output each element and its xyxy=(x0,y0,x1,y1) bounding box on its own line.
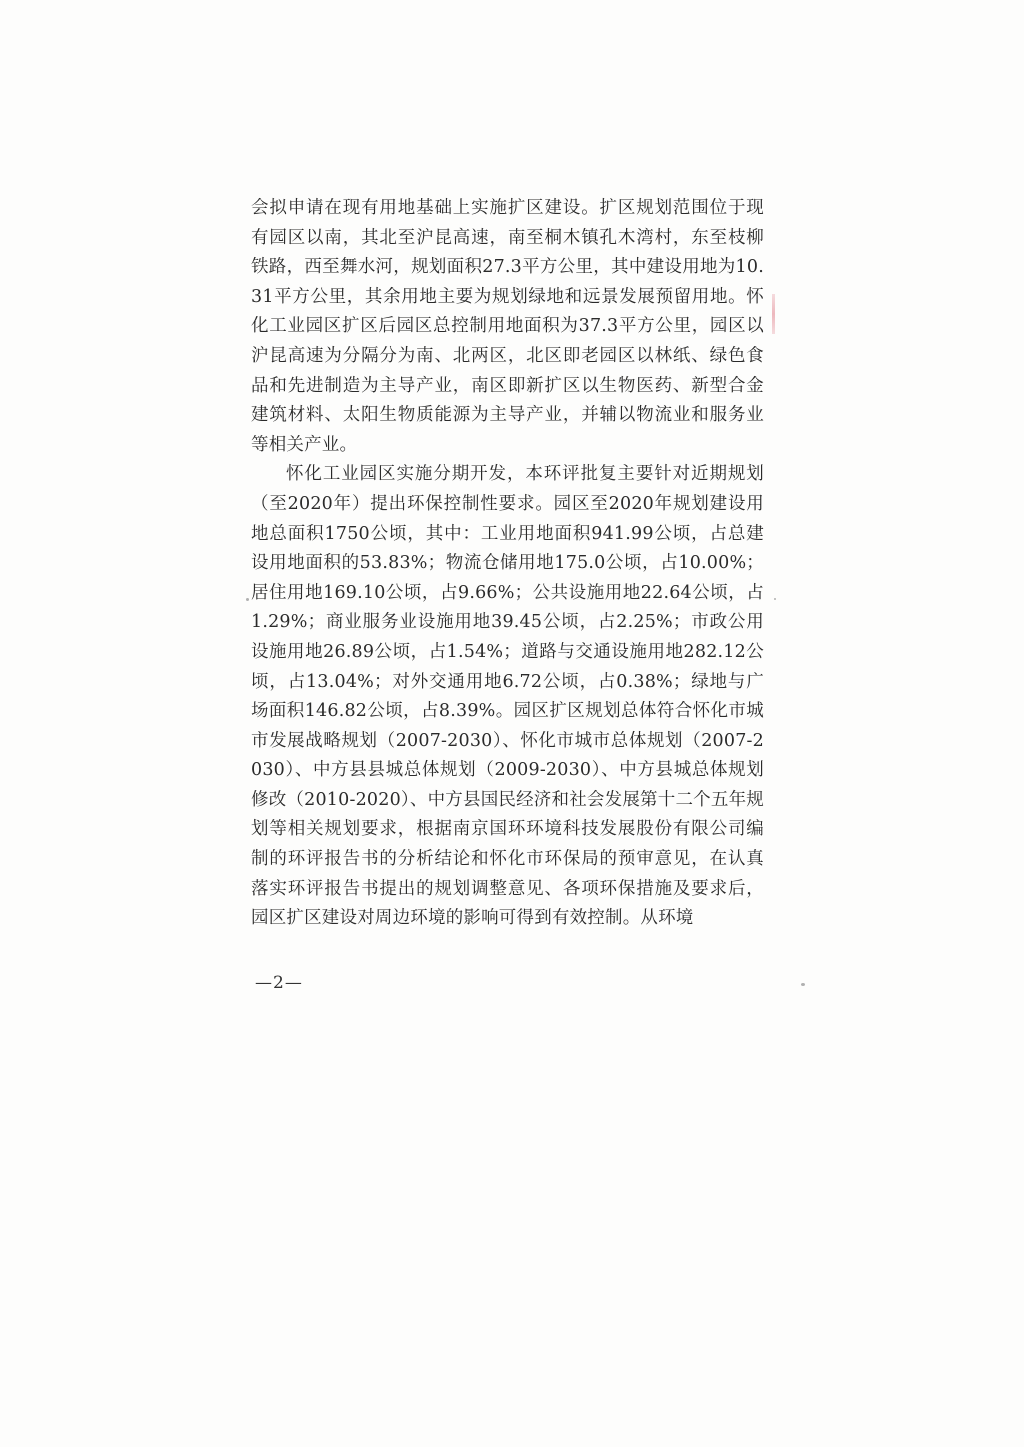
page-number: —2— xyxy=(255,973,303,993)
red-stamp-edge-mark xyxy=(772,294,775,334)
scan-speck xyxy=(774,598,776,600)
paragraph-phased-development: 怀化工业园区实施分期开发，本环评批复主要针对近期规划（至2020年）提出环保控制性要求。园区至2020年规划建设用地总面积1750公顷，其中：工业用地面积941.99公顷，占总建设用地面积的53.83%；物流仓储用地175.0公顷，占10.00%；居住用地169.10公顷，占9.66%；公共设施用地22.64公顷，占1.29%；商业服务业设施用地39.45公顷，占2.25%；市政公用设施用地26.89公顷，占1.54%；道路与交通设施用地282.12公顷，占13.04%；对外交通用地6.72公顷，占0.38%；绿地与广场面积146.82公顷，占8.39%。园区扩区规划总体符合怀化市城市发展战略规划（2007-2030）、怀化市城市总体规划（2007-2030）、中方县县城总体规划（2009-2030）、中方县城总体规划修改（2010-2020）、中方县国民经济和社会发展第十二个五年规划等相关规划要求，根据南京国环环境科技发展股份有限公司编制的环评报告书的分析结论和怀化市环保局的预审意见，在认真落实环评报告书提出的规划调整意见、各项环保措施及要求后，园区扩区建设对周边环境的影响可得到有效控制。从环境 xyxy=(251,464,764,929)
document-body xyxy=(251,194,764,934)
paragraph-continuation: 会拟申请在现有用地基础上实施扩区建设。扩区规划范围位于现有园区以南，其北至沪昆高速，南至桐木镇孔木湾村，东至枝柳铁路，西至舞水河，规划面积27.3平方公里，其中建设用地为10.31平方公里，其余用地主要为规划绿地和远景发展预留用地。怀化工业园区扩区后园区总控制用地面积为37.3平方公里，园区以沪昆高速为分隔分为南、北两区，北区即老园区以林纸、绿色食品和先进制造为主导产业，南区即新扩区以生物医药、新型合金建筑材料、太阳生物质能源为主导产业，并辅以物流业和服务业等相关产业。 xyxy=(251,198,764,455)
scan-speck xyxy=(801,983,805,986)
scan-speck xyxy=(246,598,249,601)
